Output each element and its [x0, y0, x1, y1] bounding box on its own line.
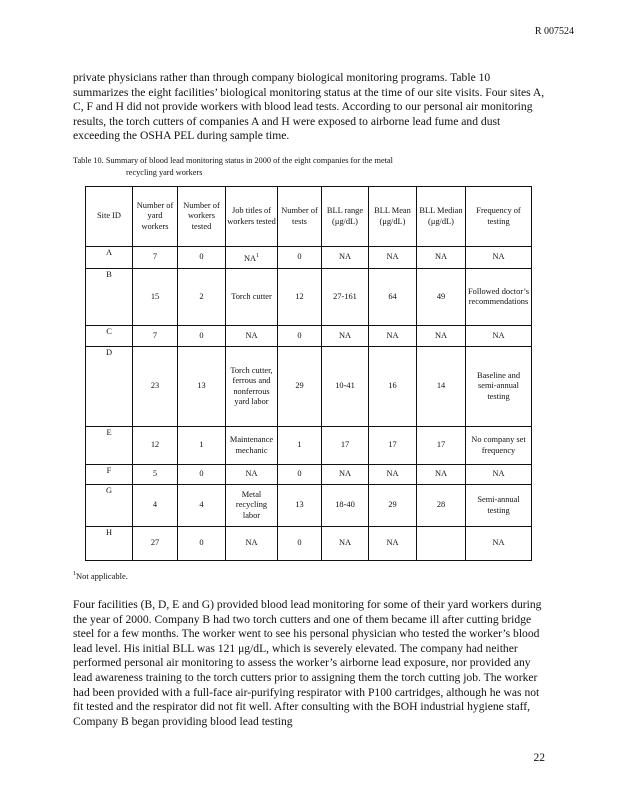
cell-yard-workers — [133, 326, 178, 347]
cell-job-title-text: Torch cutter — [231, 291, 272, 301]
cell-num-tests-text: 1 — [297, 440, 302, 450]
table-caption-line1: Table 10. Summary of blood lead monitoring status in 2000 of the eight companies for the metal — [73, 156, 393, 165]
cell-num-tests — [278, 485, 322, 527]
table-header-row — [86, 187, 532, 247]
cell-bll-range — [322, 326, 369, 347]
footnote — [73, 571, 128, 581]
cell-site-id — [86, 465, 133, 485]
cell-bll-mean-text: 17 — [388, 440, 397, 450]
cell-site-id — [86, 427, 133, 465]
header-bll-median: BLL Median (μg/dL) — [417, 187, 466, 247]
cell-job-title-text: NA — [245, 469, 258, 479]
cell-frequency — [466, 465, 532, 485]
cell-num-tests-text: 0 — [297, 538, 302, 548]
header-num-tests: Number of tests — [278, 187, 322, 247]
cell-bll-range-text: 10-41 — [335, 381, 355, 391]
cell-frequency-text: NA — [492, 469, 505, 479]
cell-bll-median — [417, 269, 466, 326]
cell-site-id-text: D — [105, 348, 113, 357]
cell-bll-mean — [369, 427, 417, 465]
table-caption-line2: recycling yard workers — [126, 168, 203, 177]
cell-yard-workers-text: 7 — [152, 252, 158, 262]
cell-site-id-text: G — [105, 486, 113, 495]
cell-bll-mean-text: 64 — [388, 291, 397, 301]
cell-bll-mean-text: NA — [386, 252, 399, 262]
cell-job-title — [226, 247, 278, 269]
table-row — [86, 326, 532, 347]
cell-bll-median — [417, 247, 466, 269]
cell-bll-range — [322, 269, 369, 326]
cell-num-tests-text: 13 — [295, 500, 304, 510]
table-row — [86, 485, 532, 527]
cell-workers-tested — [178, 347, 226, 427]
table-row — [86, 347, 532, 427]
cell-bll-median — [417, 347, 466, 427]
cell-num-tests-text: 12 — [295, 291, 304, 301]
cell-bll-mean-text: NA — [386, 469, 399, 479]
header-yard-workers: Number of yard workers — [133, 187, 178, 247]
cell-site-id-text: H — [105, 528, 113, 537]
cell-frequency-text: Baseline and semi-annual testing — [476, 370, 521, 401]
cell-workers-tested — [178, 269, 226, 326]
cell-workers-tested-text: 0 — [199, 538, 204, 548]
paragraph-intro: private physicians rather than through company biological monitoring programs. Table 10 summarizes the eight facilities’ biological monitoring status at the time of our site visits. Four sites A, C, F and H did not provide workers with blood lead tests. According to our personal air monitoring results, the torch cutters of companies A and H were exposed to airborne lead fume and dust exceeding the OSHA PEL during sample time. — [73, 71, 545, 143]
cell-workers-tested-text: 13 — [197, 381, 206, 391]
cell-site-id-text: C — [106, 327, 112, 336]
cell-yard-workers — [133, 269, 178, 326]
cell-job-title — [226, 326, 278, 347]
cell-workers-tested — [178, 527, 226, 561]
cell-bll-mean-text: NA — [386, 538, 399, 548]
cell-num-tests — [278, 465, 322, 485]
cell-num-tests — [278, 527, 322, 561]
cell-bll-mean-text: 16 — [388, 381, 397, 391]
table-row — [86, 465, 532, 485]
table-row — [86, 247, 532, 269]
cell-bll-range — [322, 247, 369, 269]
cell-site-id-text: F — [106, 466, 112, 475]
cell-job-title — [226, 427, 278, 465]
cell-job-title — [226, 347, 278, 427]
cell-yard-workers-text: 15 — [150, 291, 160, 301]
cell-num-tests-text: 0 — [297, 330, 302, 340]
cell-yard-workers — [133, 247, 178, 269]
cell-bll-range-text: 27-161 — [333, 291, 357, 301]
cell-yard-workers-text: 23 — [150, 381, 160, 391]
cell-num-tests — [278, 269, 322, 326]
cell-bll-range — [322, 465, 369, 485]
cell-yard-workers — [133, 527, 178, 561]
cell-frequency — [466, 326, 532, 347]
cell-bll-range-text: NA — [338, 538, 352, 548]
cell-bll-range — [322, 527, 369, 561]
cell-workers-tested-text: 2 — [199, 291, 204, 301]
cell-bll-median — [417, 527, 466, 561]
cell-bll-range-text: NA — [338, 469, 352, 479]
table-row — [86, 527, 532, 561]
cell-yard-workers — [133, 465, 178, 485]
cell-num-tests — [278, 247, 322, 269]
cell-bll-median — [417, 485, 466, 527]
cell-site-id — [86, 347, 133, 427]
cell-site-id-text: B — [106, 270, 112, 279]
cell-frequency-text: NA — [492, 330, 505, 340]
cell-site-id-text: A — [105, 248, 113, 257]
footnote-marker: 1 — [73, 571, 76, 578]
cell-bll-median — [417, 427, 466, 465]
cell-workers-tested — [178, 247, 226, 269]
cell-workers-tested-text: 1 — [199, 440, 204, 450]
cell-bll-median-text: NA — [434, 330, 448, 340]
cell-bll-median — [417, 326, 466, 347]
cell-bll-median-text: 49 — [436, 291, 446, 301]
cell-job-title — [226, 527, 278, 561]
cell-num-tests — [278, 347, 322, 427]
cell-bll-range-text: NA — [338, 252, 352, 262]
cell-workers-tested — [178, 465, 226, 485]
cell-yard-workers-text: 12 — [150, 440, 160, 450]
cell-job-title — [226, 485, 278, 527]
cell-frequency-text: Followed doctor’s recommendations — [467, 286, 530, 306]
cell-job-title — [226, 269, 278, 326]
cell-site-id — [86, 527, 133, 561]
cell-workers-tested-text: 0 — [199, 252, 204, 262]
cell-frequency-text: NA — [492, 252, 505, 262]
cell-site-id — [86, 326, 133, 347]
cell-job-title-text: NA — [243, 253, 257, 263]
page-number: 22 — [533, 752, 545, 764]
cell-yard-workers-text: 27 — [150, 538, 160, 548]
cell-bll-median-text: NA — [434, 469, 448, 479]
cell-frequency — [466, 427, 532, 465]
cell-num-tests — [278, 427, 322, 465]
cell-bll-range-text: NA — [338, 330, 352, 340]
cell-bll-range-text: 18-40 — [335, 500, 355, 510]
cell-job-title-text: NA — [245, 330, 258, 340]
paragraph-findings: Four facilities (B, D, E and G) provided blood lead monitoring for some of their yard workers during the year of 2000. Company B had two torch cutters and one of them became ill after cutting bridge steel for a few months. The worker went to see his personal physician who tested the worker’s blood lead level. His initial BLL was 121 μg/dL, which is severely elevated. The company had neither performed personal air monitoring to assess the worker’s airborne lead exposure, nor provided any lead awareness training to the torch cutters prior to assigning them the torch cutting job. The worker had been provided with a full-face air-purifying respirator with P100 cartridges, although he was not fit tested and the respirator did not fit well. After consulting with the BOH industrial hygiene staff, Company B began providing blood lead testing — [73, 598, 542, 728]
cell-bll-range — [322, 347, 369, 427]
table-row — [86, 427, 532, 465]
cell-bll-mean — [369, 527, 417, 561]
header-frequency: Frequency of testing — [466, 187, 532, 247]
cell-job-title-text: NA — [245, 538, 258, 548]
cell-frequency — [466, 347, 532, 427]
blood-lead-table — [85, 186, 532, 561]
cell-bll-range — [322, 485, 369, 527]
cell-site-id — [86, 247, 133, 269]
cell-job-title-text: Maintenance mechanic — [229, 435, 274, 455]
cell-bll-mean-text: NA — [386, 330, 399, 340]
cell-site-id — [86, 269, 133, 326]
cell-bll-median-text: NA — [434, 252, 448, 262]
cell-bll-median-text: 17 — [436, 440, 446, 450]
cell-frequency — [466, 485, 532, 527]
cell-bll-range-text: 17 — [340, 440, 350, 450]
document-id: R 007524 — [534, 26, 574, 37]
footnote-text: Not applicable. — [76, 571, 128, 581]
cell-frequency-text: No company set frequency — [471, 435, 526, 455]
cell-yard-workers — [133, 485, 178, 527]
cell-bll-range — [322, 427, 369, 465]
cell-yard-workers-text: 4 — [152, 500, 158, 510]
table-body — [86, 247, 532, 561]
cell-bll-median — [417, 465, 466, 485]
cell-job-title — [226, 465, 278, 485]
cell-job-title-text: Torch cutter, ferrous and nonferrous yard labor — [230, 365, 273, 406]
cell-num-tests — [278, 326, 322, 347]
header-site-id: Site ID — [86, 187, 133, 247]
header-bll-range: BLL range (μg/dL) — [322, 187, 369, 247]
cell-num-tests-text: 0 — [297, 469, 302, 479]
cell-yard-workers — [133, 347, 178, 427]
cell-bll-mean — [369, 326, 417, 347]
cell-frequency-text: NA — [492, 538, 505, 548]
cell-bll-mean — [369, 247, 417, 269]
cell-yard-workers-text: 7 — [152, 330, 158, 340]
cell-bll-median-text: 14 — [436, 381, 446, 391]
cell-bll-mean — [369, 269, 417, 326]
cell-workers-tested-text: 0 — [199, 330, 204, 340]
table-row — [86, 269, 532, 326]
cell-frequency — [466, 247, 532, 269]
cell-yard-workers — [133, 427, 178, 465]
cell-bll-median-text: 28 — [436, 500, 446, 510]
cell-bll-mean — [369, 465, 417, 485]
cell-num-tests-text: 29 — [295, 381, 304, 391]
cell-workers-tested — [178, 485, 226, 527]
cell-workers-tested-text: 0 — [199, 469, 204, 479]
cell-job-title-text: Metal recycling labor — [235, 489, 268, 520]
cell-bll-mean-text: 29 — [388, 500, 397, 510]
cell-workers-tested-text: 4 — [199, 500, 204, 510]
header-bll-mean: BLL Mean (μg/dL) — [369, 187, 417, 247]
cell-site-id-text: E — [106, 428, 112, 437]
footnote-ref: 1 — [256, 252, 260, 259]
cell-frequency — [466, 527, 532, 561]
cell-frequency-text: Semi-annual testing — [477, 495, 520, 515]
header-workers-tested: Number of workers tested — [178, 187, 226, 247]
cell-workers-tested — [178, 427, 226, 465]
cell-yard-workers-text: 5 — [152, 469, 158, 479]
cell-num-tests-text: 0 — [297, 252, 302, 262]
cell-bll-mean — [369, 485, 417, 527]
cell-frequency — [466, 269, 532, 326]
cell-workers-tested — [178, 326, 226, 347]
table-caption — [73, 155, 543, 179]
cell-bll-mean — [369, 347, 417, 427]
cell-site-id — [86, 485, 133, 527]
header-job-titles: Job titles of workers tested — [226, 187, 278, 247]
